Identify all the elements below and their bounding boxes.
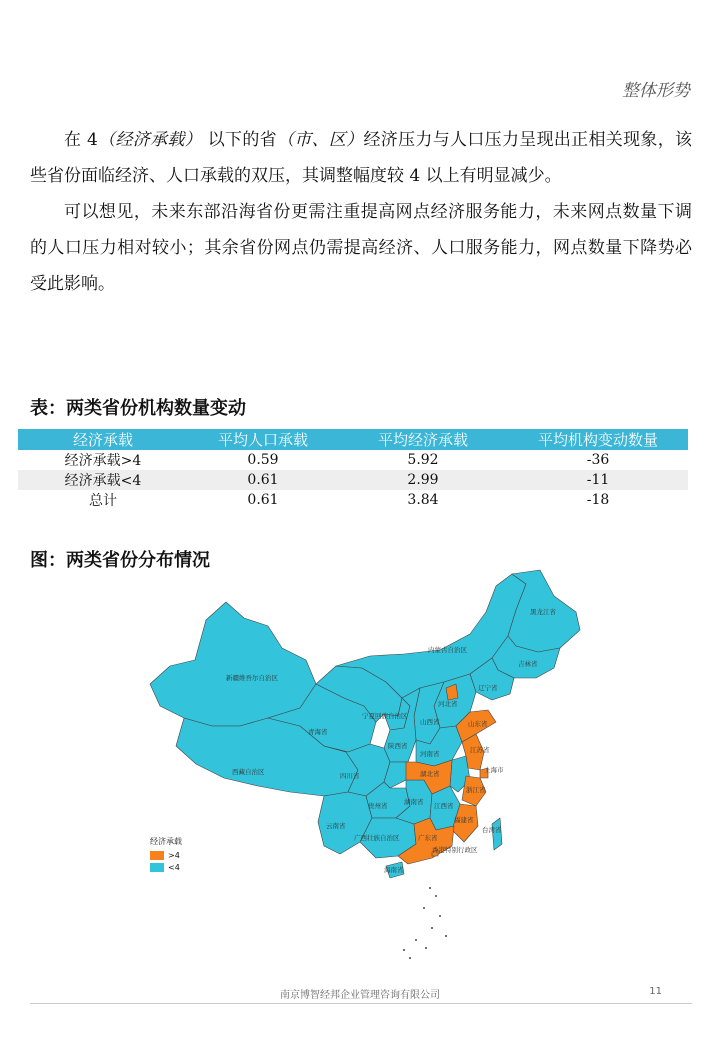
- table-cell: 经济承载>4: [64, 453, 142, 469]
- legend-swatch: [150, 863, 164, 872]
- label-fujian: 福建省: [454, 816, 474, 824]
- label-neimenggu: 内蒙古自治区: [428, 646, 467, 654]
- label-shandong: 山东省: [468, 720, 488, 728]
- table-cell: 0.59: [247, 452, 279, 468]
- legend-item-high: [150, 851, 182, 860]
- para1-paren2: （市、区）: [276, 130, 364, 150]
- label-guangxi: 广西壮族自治区: [354, 834, 400, 842]
- china-map-svg: [140, 556, 600, 976]
- table-cell: 总计: [89, 493, 117, 509]
- table-header-row: [18, 429, 688, 450]
- col-header: 平均人口承载: [188, 429, 338, 450]
- legend-title: 经济承载: [150, 837, 182, 846]
- para1-prefix: 在 4: [64, 130, 98, 150]
- label-yunnan: 云南省: [326, 822, 346, 830]
- region-xinjiang: [150, 602, 316, 726]
- table-cell: 经济承载<4: [18, 470, 188, 490]
- footer-divider: [30, 1003, 692, 1004]
- col-header: 经济承载: [18, 429, 188, 450]
- paragraph-2: 可以想见，未来东部沿海省份更需注重提高网点经济服务能力，未来网点数量下调的人口压力相对较小；其余省份网点仍需提高经济、人口服务能力，网点数量下降势必受此影响。: [30, 202, 692, 294]
- legend-label: >4: [168, 851, 180, 860]
- legend-swatch: [150, 851, 164, 860]
- header-title: 整体形势: [622, 81, 690, 101]
- table-cell: 0.61: [188, 470, 338, 490]
- label-jiangxi: 江西省: [434, 802, 454, 810]
- label-henan: 河南省: [420, 750, 440, 758]
- table-cell: 5.92: [407, 452, 439, 468]
- table-cell: -18: [586, 492, 610, 508]
- col-header: 平均经济承载: [338, 429, 508, 450]
- china-map: [140, 556, 600, 976]
- table-cell: 0.61: [247, 492, 279, 508]
- label-guangdong: 广东省: [418, 834, 438, 842]
- table-cell: 3.84: [407, 492, 439, 508]
- table-row: [18, 490, 688, 510]
- table-row: [18, 450, 688, 470]
- col-header: 平均机构变动数量: [508, 429, 688, 450]
- table-row: [18, 470, 688, 490]
- table-cell: 2.99: [338, 470, 508, 490]
- label-hunan: 湖南省: [404, 798, 424, 806]
- label-xinjiang: 新疆维吾尔自治区: [226, 674, 278, 682]
- label-hubei: 湖北省: [420, 770, 440, 778]
- label-shaanxi: 陕西省: [388, 742, 408, 750]
- stats-table: [18, 429, 688, 510]
- label-guizhou: 贵州省: [368, 802, 388, 810]
- south-sea-islands: [403, 887, 447, 959]
- label-ningxia: 宁夏回族自治区: [362, 712, 408, 720]
- label-hainan: 海南省: [384, 866, 404, 874]
- legend-label: <4: [168, 863, 180, 872]
- label-xizang: 西藏自治区: [232, 768, 265, 776]
- region-taiwan: [492, 818, 502, 850]
- para1-paren1: （经济承载）: [97, 130, 202, 150]
- label-jiangsu: 江苏省: [470, 746, 490, 754]
- label-hk: 香港特别行政区: [432, 846, 478, 854]
- page-number: 11: [649, 986, 662, 997]
- label-hebei: 河北省: [438, 700, 458, 708]
- label-zhejiang: 浙江省: [466, 786, 486, 794]
- table-heading: 表：两类省份机构数量变动: [30, 398, 246, 419]
- label-qinghai: 青海省: [308, 728, 328, 736]
- legend-item-low: [150, 863, 182, 872]
- body-text: [30, 122, 692, 302]
- map-legend: [150, 836, 182, 875]
- para1-rest: 经济压力与人口压力呈现出正相关现象，该些省份面临经济、人口承载的双压，其调整幅度较 4 以上有明显减少。: [30, 130, 693, 186]
- table-cell: -11: [508, 470, 688, 490]
- label-shanghai: 上海市: [484, 766, 504, 774]
- para1-middle: 以下的省: [207, 130, 277, 150]
- label-sichuan: 四川省: [340, 772, 360, 780]
- footer-company: 南京博智经邦企业管理咨询有限公司: [280, 990, 440, 1001]
- map-heading: 图：两类省份分布情况: [30, 550, 210, 571]
- table-cell: -36: [586, 452, 610, 468]
- label-taiwan: 台湾省: [482, 826, 502, 834]
- label-heilongjiang: 黑龙江省: [530, 608, 556, 616]
- paragraph-1: [30, 122, 692, 194]
- label-shanxi: 山西省: [420, 718, 440, 726]
- label-jilin: 吉林省: [518, 660, 538, 668]
- label-liaoning: 辽宁省: [478, 684, 498, 692]
